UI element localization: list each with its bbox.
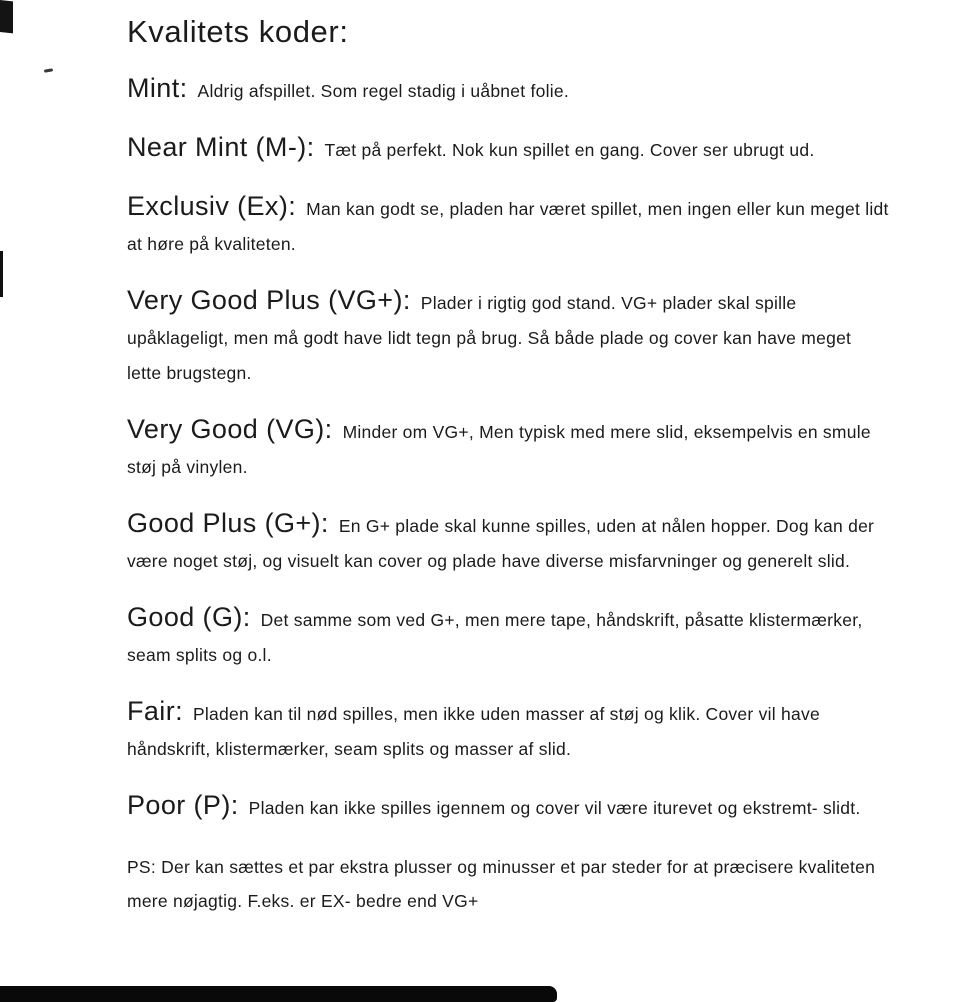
grade-entry [127,791,890,826]
grade-entry [127,509,890,579]
grade-entry [127,697,890,767]
scan-artifact-edge-line [0,251,3,297]
grade-description: Minder om VG+, Men typisk med mere slid, eksempelvis en smule støj på vinylen. [127,422,871,477]
grade-description: Man kan godt se, pladen har været spillet, men ingen eller kun meget lidt at høre på kvaliteten. [127,199,889,254]
ps-note: PS: Der kan sættes et par ekstra plusser og minusser et par steder for at præcisere kvaliteten mere nøjagtig. F.eks. er EX- bedre end VG+ [127,857,876,911]
grade-term: Exclusiv (Ex): [127,191,297,221]
grade-entry [127,603,890,673]
grade-description: En G+ plade skal kunne spilles, uden at nålen hopper. Dog kan der være noget støj, og visuelt kan cover og plade have diverse misfarvninger og generelt slid. [127,516,875,571]
grade-entry [127,74,890,109]
grade-term: Mint: [127,73,188,103]
page-title: Kvalitets koder: [127,14,349,49]
grade-description: Aldrig afspillet. Som regel stadig i uåbnet folie. [197,81,569,101]
scan-artifact-top-left [0,0,13,33]
grade-term: Fair: [127,696,183,726]
grade-term: Poor (P): [127,790,239,820]
grade-entry [127,286,890,391]
scan-artifact-bottom-bar [0,986,557,1002]
grade-entry [127,133,890,168]
grade-description: Pladen kan ikke spilles igennem og cover vil være iturevet og ekstremt- slidt. [248,798,861,818]
grade-term: Very Good Plus (VG+): [127,285,411,315]
grade-description: Plader i rigtig god stand. VG+ plader skal spille upåklageligt, men må godt have lidt tegn på brug. Så både plade og cover kan have meget lette brugstegn. [127,293,852,383]
grade-term: Good Plus (G+): [127,508,329,538]
grade-description: Tæt på perfekt. Nok kun spillet en gang. Cover ser ubrugt ud. [324,140,815,160]
grade-term: Good (G): [127,602,251,632]
grade-term: Very Good (VG): [127,414,333,444]
grade-description: Pladen kan til nød spilles, men ikke uden masser af støj og klik. Cover vil have håndskrift, klistermærker, seam splits og masser af slid. [127,704,820,759]
grade-term: Near Mint (M-): [127,132,315,162]
grade-entry [127,415,890,485]
grade-description: Det samme som ved G+, men mere tape, håndskrift, påsatte klistermærker, seam splits og o.l. [127,610,863,665]
grade-entry [127,192,890,262]
scan-artifact-smudge [44,68,53,73]
